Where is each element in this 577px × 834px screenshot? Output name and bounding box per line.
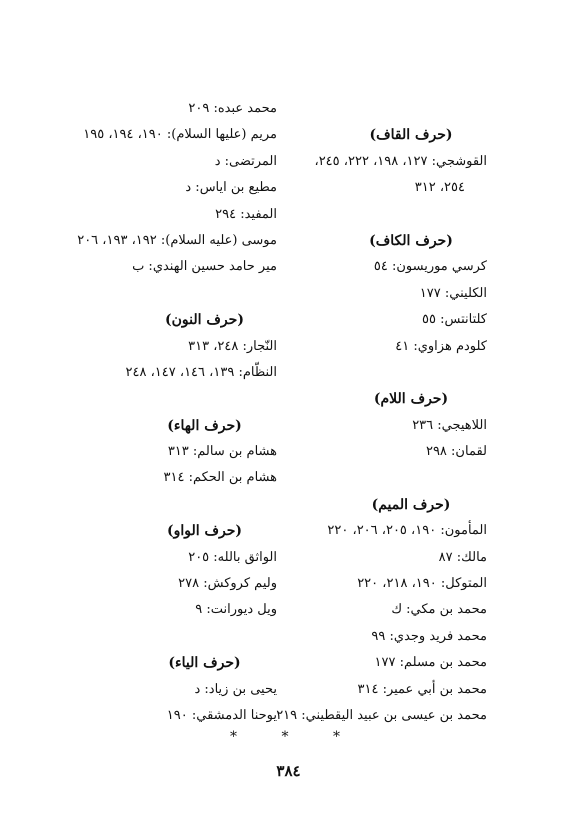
section-spacer — [47, 492, 277, 518]
section-spacer — [275, 202, 487, 228]
index-entry: المأمون: ١٩٠، ٢٠٥، ٢٠٦، ٢٢٠ — [327, 523, 487, 539]
letter-section-heading: (حرف الياء) — [168, 655, 241, 672]
index-entry: محمد بن أبي عمير: ٣١٤ — [357, 681, 487, 697]
index-entry: وليم كروكش: ٢٧٨ — [178, 576, 277, 592]
index-entry: ويل ديورانت: ٩ — [195, 602, 277, 618]
index-entry: موسى (عليه السلام): ١٩٢، ١٩٣، ٢٠٦ — [77, 232, 277, 248]
index-column-right — [275, 96, 487, 729]
index-entry: محمد بن مسلم: ١٧٧ — [374, 655, 487, 671]
index-entry: محمد عبده: ٢٠٩ — [188, 101, 277, 116]
letter-section-heading: (حرف القاف) — [369, 127, 453, 144]
letter-section-heading: (حرف الكاف) — [369, 232, 453, 249]
separator-star: * — [281, 729, 289, 745]
section-spacer — [47, 624, 277, 650]
index-entry: الواثق بالله: ٢٠٥ — [188, 549, 277, 565]
index-entry: القوشجي: ١٢٧، ١٩٨، ٢٢٢، ٢٤٥، — [314, 153, 487, 169]
section-spacer — [47, 281, 277, 307]
index-entry: محمد بن عيسى بن عبيد اليقطيني: ٢١٩ — [276, 707, 487, 723]
letter-section-heading: (حرف الهاء) — [167, 417, 242, 434]
index-entry: كلودم هزاوي: ٤١ — [395, 338, 487, 354]
section-spacer — [275, 96, 487, 122]
index-entry: يحيى بن زياد: د — [194, 681, 277, 697]
index-entry: النظّام: ١٣٩، ١٤٦، ١٤٧، ٢٤٨ — [125, 364, 277, 380]
index-entry: محمد فريد وجدي: ٩٩ — [371, 628, 487, 644]
index-entry: كلتانتس: ٥٥ — [422, 312, 487, 328]
index-entry: المتوكل: ١٩٠، ٢١٨، ٢٢٠ — [357, 576, 487, 592]
index-entry: هشام بن سالم: ٣١٣ — [167, 444, 277, 460]
index-entry: لقمان: ٢٩٨ — [425, 444, 487, 460]
index-entry: محمد بن مكي: ك — [391, 602, 487, 618]
index-entry: كرسي موريسون: ٥٤ — [373, 259, 487, 275]
index-entry: مير حامد حسين الهندي: ب — [132, 259, 277, 275]
section-separator-stars — [230, 729, 340, 745]
separator-star: * — [333, 729, 340, 745]
section-spacer — [275, 360, 487, 386]
index-column-left — [47, 96, 277, 729]
index-entry: المفيد: ٢٩٤ — [215, 206, 277, 222]
letter-section-heading: (حرف الميم) — [371, 496, 451, 513]
section-spacer — [47, 386, 277, 412]
index-entry: ٢٥٤، ٣١٢ — [414, 180, 465, 196]
index-entry: الكليني: ١٧٧ — [419, 285, 487, 301]
index-entry: هشام بن الحكم: ٣١٤ — [163, 470, 277, 486]
letter-section-heading: (حرف اللام) — [373, 391, 449, 408]
letter-section-heading: (حرف النون) — [165, 312, 244, 329]
index-entry: المرتضى: د — [214, 153, 277, 169]
index-entry: يوحنا الدمشقي: ١٩٠ — [166, 707, 277, 723]
separator-star: * — [230, 729, 237, 745]
index-entry: مالك: ٨٧ — [438, 549, 487, 565]
index-entry: النّجار: ٢٤٨، ٣١٣ — [188, 338, 277, 354]
letter-section-heading: (حرف الواو) — [166, 523, 243, 540]
section-spacer — [275, 465, 487, 491]
index-entry: اللاهيجي: ٢٣٦ — [412, 417, 487, 433]
index-entry: مطيع بن اياس: د — [185, 180, 277, 196]
page-number: ٣٨٤ — [276, 762, 301, 780]
index-entry: مريم (عليها السلام): ١٩٠، ١٩٤، ١٩٥ — [83, 127, 277, 143]
